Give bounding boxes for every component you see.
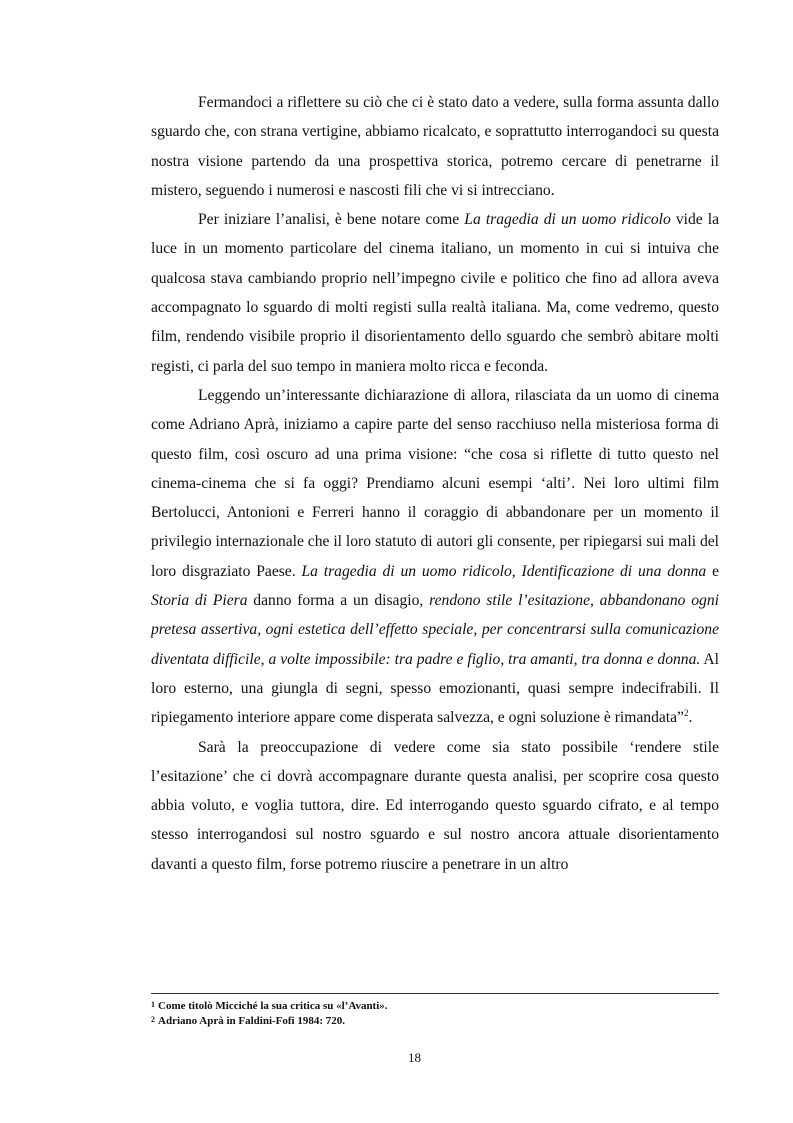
footnote-separator [151,993,719,994]
footnote-1 [151,998,719,1013]
text-run: Per iniziare l’analisi, è bene notare come [198,211,465,229]
paragraph [151,381,719,733]
paragraph [151,88,719,205]
footnote-2 [151,1013,719,1028]
body-text [151,88,719,879]
text-run: danno forma a un disagio, [247,592,430,610]
text-run: Fermandoci a riflettere su ciò che ci è stato dato a vedere, sulla forma assunta dallo sguardo che, con strana vertigine, abbiamo ricalcato, e soprattutto interrogandoci su questa nostra visione partendo da una prospettiva storica, potremo cercare di penetrarne il mistero, seguendo i numerosi e nascosti fili che vi si intrecciano. [151,94,719,199]
text-run: . [688,709,693,727]
paragraph [151,205,719,381]
italic-title: La tragedia di un uomo ridicolo, Identificazione di una donna [301,562,707,580]
page-number: 18 [408,1050,421,1065]
text-run: Sarà la preoccupazione di vedere come sia stato possibile ‘rendere stile l’esitazione’ che ci dovrà accompagnare durante questa analisi, per scoprire cosa questo abbia voluto, e voglia tuttora, dire. Ed interrogando questo sguardo cifrato, e al tempo stesso interrogandosi sul nostro sguardo e sul nostro ancora attuale disorientamento davanti a questo film, forse potremo riuscire a penetrare in un altro [151,738,719,873]
text-run: vide la luce in un momento particolare del cinema italiano, un momento in cui si intuiva che qualcosa stava cambiando proprio nell’impegno civile e politico che fino ad allora aveva accompagnato lo sguardo di molti registi sulla realtà italiana. Ma, come vedremo, questo film, rendendo visibile proprio il disorientamento dello sguardo che sembrò abitare molti registi, ci parla del suo tempo in maniera molto ricca e feconda. [151,211,720,375]
footnote-reference: 2 [683,708,689,719]
footnote-number: 1 [151,1000,155,1009]
footnote-number: 2 [151,1015,155,1024]
text-run: e [706,562,719,580]
italic-title: Storia di Piera [151,592,248,610]
italic-title: La tragedia di un uomo ridicolo [464,211,671,229]
text-run: Al loro esterno, una giungla di segni, spesso emozionanti, quasi sempre indecifrabili. Il ripiegamento interiore appare come disperata salvezza, e ogni soluzione è rimandata” [151,650,719,727]
footnote-text: Come titolò Micciché la sua critica su «l’Avanti». [158,1000,388,1012]
italic-title: rendono stile l’esitazione, abbandonano ogni pretesa assertiva, ogni estetica dell’effetto speciale, per concentrarsi sulla comunicazione diventata difficile, a volte impossibile: tra padre e figlio, tra amanti, tra donna e donna. [151,592,719,668]
paragraph [151,733,719,879]
footnote-text: Adriano Aprà in Faldini-Fofi 1984: 720. [158,1015,346,1027]
footnotes [151,998,719,1028]
text-run: Leggendo un’interessante dichiarazione di allora, rilasciata da un uomo di cinema come Adriano Aprà, iniziamo a capire parte del senso racchiuso nella misteriosa forma di questo film, così oscuro ad una prima visione: “che cosa si riflette di tutto questo nel cinema-cinema che si fa oggi? Prendiamo alcuni esempi ‘alti’. Nei loro ultimi film Bertolucci, Antonioni e Ferreri hanno il coraggio di abbandonare per un momento il privilegio internazionale che il loro statuto di autori gli consente, per ripiegarsi sui mali del loro disgraziato Paese. [151,386,719,580]
